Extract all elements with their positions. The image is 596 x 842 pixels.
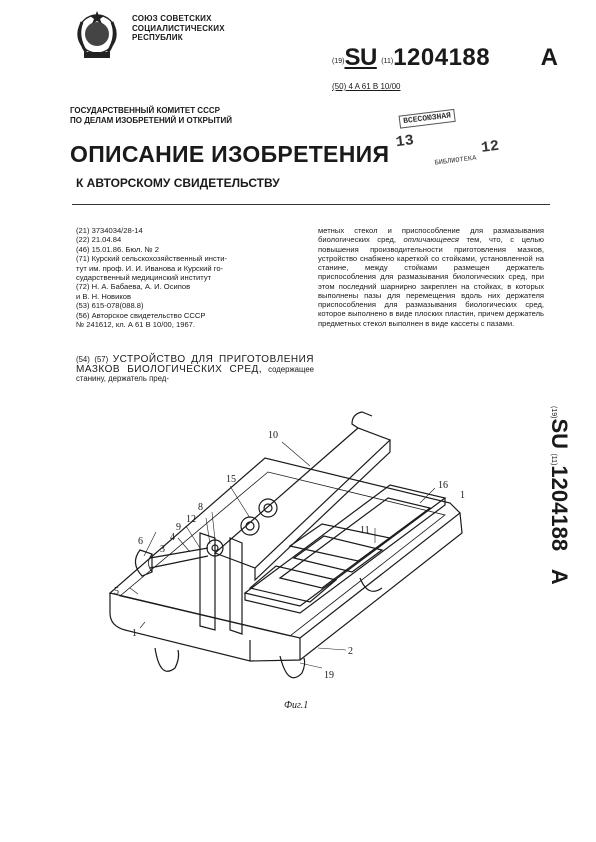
claim-rest: содержащее станину, держатель пред- [76,364,315,384]
claim-prefix: (54) (57) [76,355,113,364]
biblio-line: (22) 21.04.84 [76,235,122,245]
library-stamp [388,100,506,183]
label-1b: 1 [132,628,137,639]
ussr-emblem-icon [72,8,122,62]
patent-number: 1204188 [393,44,491,71]
label-2: 2 [348,646,353,657]
label-3: 3 [160,544,165,555]
v-kind: A [547,568,572,585]
biblio-line: тут им. проф. И. И. Иванова и Курский го- [76,263,224,273]
publication-number [332,44,558,72]
union-line: РЕСПУБЛИК [132,33,183,42]
label-15: 15 [226,474,236,485]
committee-line: ПО ДЕЛАМ ИЗОБРЕТЕНИЙ И ОТКРЫТИЙ [70,116,233,125]
su-mark: SU [344,44,377,71]
vertical-patent-number [538,406,578,656]
committee [70,106,232,126]
ipc-classification: (50) 4 A 61 B 10/00 [332,82,401,91]
bibliographic-data [76,226,306,329]
v-su: SU [547,418,572,450]
label-4: 4 [170,532,175,543]
stamp-line-2: БИБЛИОТЕКА [434,154,477,168]
union-name [132,14,225,43]
label-1a: 1 [460,490,465,501]
biblio-line: (72) Н. А. Бабаева, А. И. Осипов [76,282,191,292]
biblio-line: (71) Курский сельскохозяйственный инсти- [76,254,227,264]
biblio-line: № 241612, кл. А 61 В 10/00, 1967. [76,320,196,330]
stamp-number-left: 13 [394,132,415,152]
knob [259,499,277,517]
device-drawing [90,368,490,688]
label-8: 8 [198,502,203,513]
label-5: 5 [114,586,119,597]
foot-back [360,578,382,591]
biblio-line: (53) 615-078(088.8) [76,301,144,311]
figure-caption: Фиг.1 [284,700,309,711]
spreader-arm [215,428,390,568]
base-front [110,513,462,661]
document-subtitle: К АВТОРСКОМУ СВИДЕТЕЛЬСТВУ [76,176,280,190]
label-16: 16 [438,480,448,491]
abstract-part-2: тем, что, с целью повышения производительности приготовления мазков, устройство снабжено кареткой со стойками, установленной на станине, между стойками размещен держатель приспособления для размазывания биологических сред, при этом последний шарнирно закреплен на стойках, в которых выполнены пазы для перемещения вдоль них держателя приспособления для размазывания биологических сред, которое выполнено в виде плоских пластин, причем держатель предметных стекол выполнен в виде кассеты с пазами. [318,235,544,328]
label-19: 19 [324,670,334,681]
v-code-19: (19) [550,406,557,419]
stamp-line-1: ВСЕСОЮЗНАЯ [399,109,456,129]
label-11: 11 [360,525,370,536]
committee-line: ГОСУДАРСТВЕННЫЙ КОМИТЕТ СССР [70,106,220,115]
label-10: 10 [268,430,278,441]
code-19: (19) [332,58,345,65]
union-line: СОЮЗ СОВЕТСКИХ [132,14,212,23]
biblio-line: сударственный медицинский институт [76,273,212,283]
v-number: 1204188 [547,465,572,552]
biblio-line: и В. Н. Новиков [76,291,131,301]
biblio-line: (46) 15.01.86. Бюл. № 2 [76,244,160,254]
document-title: ОПИСАНИЕ ИЗОБРЕТЕНИЯ [70,141,390,167]
union-line: СОЦИАЛИСТИЧЕСКИХ [132,23,225,33]
biblio-line: (21) 3734034/28-14 [76,226,143,235]
stamp-number-right: 12 [480,137,501,157]
label-12: 12 [186,514,196,525]
header-divider [72,204,550,205]
code-11: (11) [381,58,394,65]
abstract-text [318,226,544,328]
label-9: 9 [176,522,181,533]
biblio-line: (56) Авторское свидетельство СССР [76,310,206,320]
v-code-11: (11) [550,453,557,466]
kind-code: A [540,44,558,71]
claim-caps: УСТРОЙСТВО ДЛЯ ПРИГОТОВЛЕНИЯ МАЗКОВ БИОЛОГИЧЕСКИХ СРЕД, [76,354,314,375]
label-6: 6 [138,536,143,547]
abstract-part-1: метных стекол и приспособление для размазывания биологических сред, [318,226,544,245]
abstract-emphasis: отличающееся [403,235,459,245]
foot-left [155,648,179,671]
